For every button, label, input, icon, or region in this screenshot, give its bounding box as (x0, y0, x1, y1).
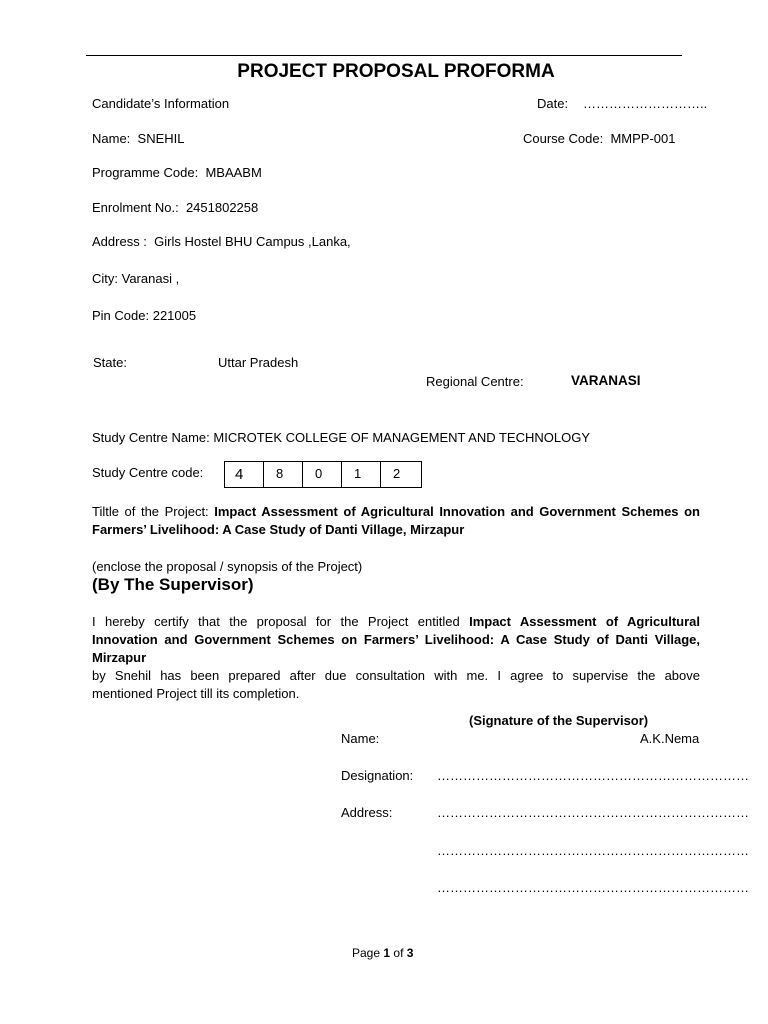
pin-label: Pin Code: (92, 308, 150, 323)
city-field (92, 271, 179, 286)
study-centre-name-label: Study Centre Name: (92, 430, 210, 445)
supervisor-address-line-1: ……………………………………………………………… (437, 805, 749, 820)
page-title: PROJECT PROPOSAL PROFORMA (237, 61, 555, 82)
study-centre-name-field (92, 430, 590, 445)
code-digit-cell (342, 462, 381, 487)
candidate-section-label: Candidate’s Information (92, 96, 230, 111)
project-title-block (92, 503, 700, 539)
project-title-text-2: Farmers’ Livelihood: A Case Study of Danti Village, Mirzapur (92, 522, 465, 537)
date-label: Date: (537, 96, 569, 111)
programme-code-field (92, 165, 262, 180)
city-label: City: (92, 271, 118, 286)
code-digit-cell (303, 462, 342, 487)
code-digit-cell (225, 462, 264, 487)
cert-line-1 (92, 613, 700, 631)
supervisor-address-label: Address: (341, 805, 393, 820)
address-value: Girls Hostel BHU Campus ,Lanka, (154, 234, 351, 249)
supervisor-name-value: A.K.Nema (640, 731, 700, 746)
of-word: of (393, 946, 404, 960)
study-centre-code-boxes (224, 461, 422, 488)
designation-value: ……………………………………………………………… (437, 768, 749, 783)
city-value: Varanasi , (121, 271, 180, 286)
enrolment-field (92, 200, 258, 215)
course-code-value: MMPP-001 (610, 131, 676, 146)
date-value: ……………………….. (583, 96, 708, 111)
code-digit: 0 (315, 466, 323, 481)
designation-label: Designation: (341, 768, 414, 783)
enclose-note: (enclose the proposal / synopsis of the Project) (92, 559, 363, 574)
supervisor-name-label: Name: (341, 731, 380, 746)
name-label: Name: (92, 131, 131, 146)
pin-field (92, 308, 196, 323)
supervisor-address-line-3: ……………………………………………………………… (437, 880, 749, 895)
code-digit: 8 (276, 466, 284, 481)
page-word: Page (352, 946, 381, 960)
supervisor-address-line-2: ……………………………………………………………… (437, 843, 749, 858)
project-title-text-1: Impact Assessment of Agricultural Innovation and Government Schemes on (214, 504, 700, 519)
address-field (92, 234, 351, 249)
enrolment-value: 2451802258 (185, 200, 259, 215)
project-title-line-1 (92, 503, 700, 521)
name-value: SNEHIL (137, 131, 185, 146)
page-total: 3 (406, 946, 414, 960)
cert-line-2: Innovation and Government Schemes on Farmers’ Livelihood: A Case Study of Danti Village, Mirzapur (92, 632, 700, 665)
cert-line-3: by Snehil has been prepared after due consultation with me. I agree to supervise the above (92, 668, 700, 683)
programme-code-label: Programme Code: (92, 165, 199, 180)
code-digit: 1 (354, 466, 362, 481)
pin-value: 221005 (152, 308, 197, 323)
top-rule (86, 55, 682, 56)
code-digit-cell (264, 462, 303, 487)
cert-line-4: mentioned Project till its completion. (92, 686, 300, 701)
study-centre-code-label: Study Centre code: (92, 465, 204, 480)
code-digit: 2 (393, 466, 401, 481)
regional-centre-label: Regional Centre: (426, 374, 524, 389)
study-centre-name-value: MICROTEK COLLEGE OF MANAGEMENT AND TECHNOLOGY (213, 430, 590, 445)
signature-label: (Signature of the Supervisor) (469, 713, 649, 728)
cert-line-1-prefix: I hereby certify that the proposal for the Project entitled (92, 614, 460, 629)
project-title-label: Tiltle of the Project: (92, 504, 209, 519)
cert-line-1-bold: Impact Assessment of Agricultural (469, 614, 700, 629)
page-number (352, 946, 413, 960)
regional-centre-value: VARANASI (571, 373, 641, 388)
address-label: Address : (92, 234, 147, 249)
state-value: Uttar Pradesh (218, 355, 299, 370)
programme-code-value: MBAABM (205, 165, 262, 180)
code-digit: 4 (235, 466, 244, 483)
enrolment-label: Enrolment No.: (92, 200, 179, 215)
course-code-label: Course Code: (523, 131, 604, 146)
page-current: 1 (383, 946, 391, 960)
course-code-field (523, 131, 675, 146)
state-label: State: (93, 355, 127, 370)
certification-paragraph (92, 613, 700, 703)
code-digit-cell (381, 462, 421, 487)
name-field (92, 131, 185, 146)
supervisor-heading: (By The Supervisor) (92, 575, 254, 594)
